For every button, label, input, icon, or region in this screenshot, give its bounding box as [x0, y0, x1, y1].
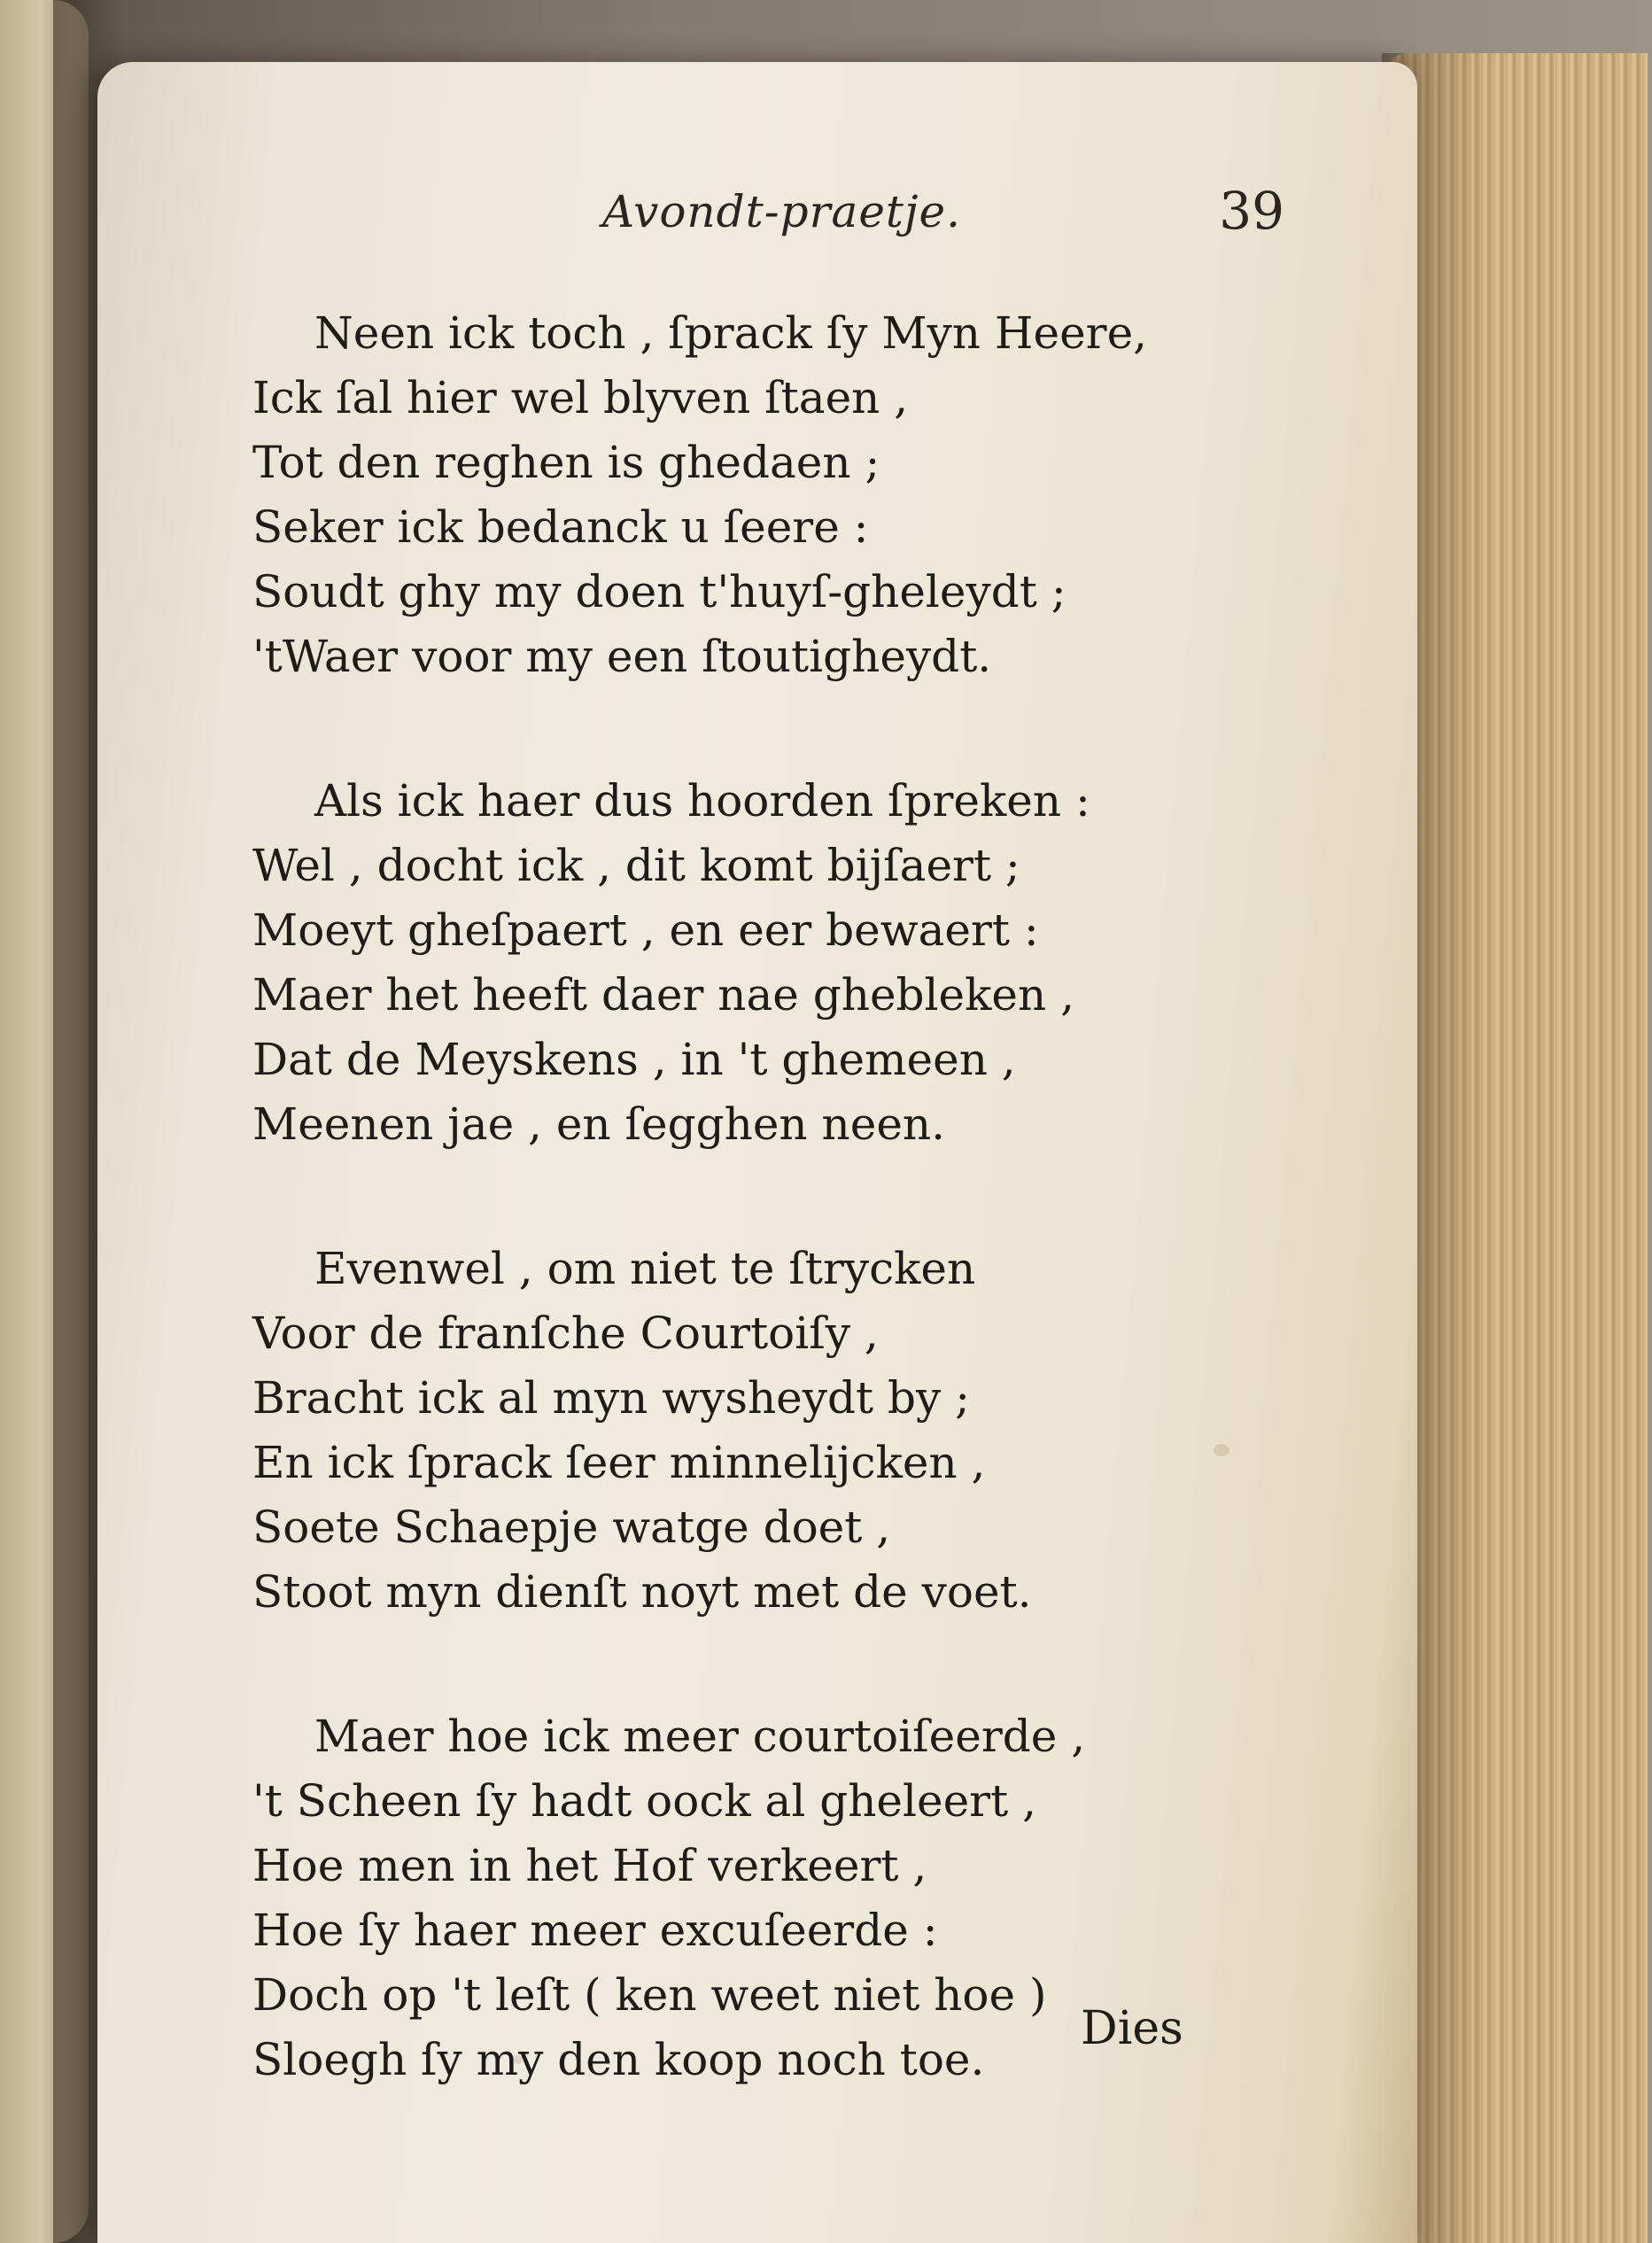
verse-line: Ick ſal hier wel blyven ſtaen , [252, 372, 909, 423]
verse-line: Soudt ghy my doen t'huyſ-gheleydt ; [252, 566, 1066, 617]
stanza-3 [252, 1237, 1262, 1625]
verse-line: Evenwel , om niet te ſtrycken [314, 1243, 976, 1294]
poem-text-block [252, 301, 1262, 2085]
verse-line: Seker ick bedanck u ſeere : [252, 501, 869, 553]
verse-line: Soete Schaepje watge doet , [252, 1502, 891, 1553]
running-head [496, 168, 1338, 275]
header-title: Avondt-praetje. [602, 186, 962, 237]
verse-line: Stoot myn dienſt noyt met de voet. [252, 1566, 1032, 1618]
verse-line: Voor de franſche Courtoiſy , [252, 1308, 879, 1359]
verse-line: 'tWaer voor my een ſtoutigheydt. [252, 631, 992, 682]
verse-line: Maer het heeft daer nae ghebleken , [252, 969, 1075, 1021]
verse-line: Maer hoe ick meer courtoiſeerde , [314, 1711, 1086, 1762]
page-number: 39 [1219, 181, 1284, 241]
printed-page [97, 62, 1417, 2243]
verse-line: Moeyt gheſpaert , en eer bewaert : [252, 904, 1039, 956]
verse-line: Sloegh ſy my den koop noch toe. [252, 2034, 985, 2085]
verse-line: Dat de Meyskens , in 't ghemeen , [252, 1034, 1016, 1085]
verse-line: Tot den reghen is ghedaen ; [252, 437, 880, 488]
verse-line: Wel , docht ick , dit komt bijſaert ; [252, 840, 1020, 891]
catchword: Dies [1081, 2002, 1183, 2055]
verse-line: Neen ick toch , ſprack ſy Myn Heere, [314, 307, 1148, 359]
verse-line: Hoe ſy haer meer excuſeerde : [252, 1905, 938, 1956]
stanza-2 [252, 769, 1262, 1157]
verse-line: Doch op 't leſt ( ken weet niet hoe ) [252, 1969, 1047, 2021]
verse-line: Hoe men in het Hof verkeert , [252, 1840, 927, 1891]
verse-line: 't Scheen ſy hadt oock al gheleert , [252, 1775, 1036, 1827]
verse-line: Als ick haer dus hoorden ſpreken : [314, 775, 1090, 827]
verse-line: Bracht ick al myn wysheydt by ; [252, 1372, 971, 1424]
verse-line: En ick ſprack ſeer minnelijcken , [252, 1437, 986, 1488]
verse-line: Meenen jae , en ſegghen neen. [252, 1098, 946, 1150]
stanza-1 [252, 301, 1262, 689]
